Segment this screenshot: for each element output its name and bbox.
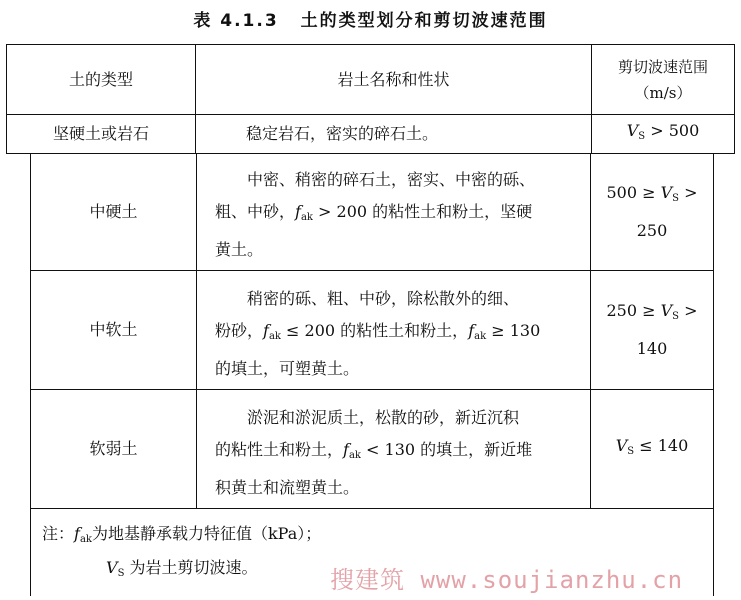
table-caption: 土的类型划分和剪切波速范围 xyxy=(300,11,548,31)
row4-type xyxy=(30,389,197,509)
header-soil-description xyxy=(195,44,592,115)
row2-range-text: $500 \ge V_S > 250$ xyxy=(606,183,698,240)
header-soil-type-label: 土的类型 xyxy=(68,69,133,89)
note-prefix: 注： xyxy=(42,524,75,543)
row2-desc-line1: 中密、稍密的碎石土，密实、中密的砾、 xyxy=(247,170,536,189)
watermark-text: 搜建筑 www.soujianzhu.cn xyxy=(330,566,684,594)
row2-desc-line3: 黄土。 xyxy=(215,240,264,259)
note-line2: $V_S$ 为岩土剪切波速。 xyxy=(106,558,258,579)
row4-description xyxy=(196,389,591,509)
row3-desc-line3: 的填土，可塑黄土。 xyxy=(215,359,360,378)
row3-range xyxy=(590,270,714,390)
row4-desc-line1: 淤泥和淤泥质土，松散的砂，新近沉积 xyxy=(247,408,520,427)
row1-type-text: 坚硬土或岩石 xyxy=(52,124,149,143)
row4-desc-line3: 积黄土和流塑黄土。 xyxy=(215,478,360,497)
row2-type xyxy=(30,153,197,271)
table-title xyxy=(0,6,741,31)
row3-desc-line2: 粉砂，$f_{ak} \le 200$ 的粘性土和粉土，$f_{ak} \ge 130$ xyxy=(215,321,541,342)
header-soil-description-label: 岩土名称和性状 xyxy=(337,69,450,89)
row2-description xyxy=(196,153,591,271)
row3-type-text: 中软土 xyxy=(89,320,138,339)
header-range-line2: （m/s） xyxy=(634,83,692,102)
note-line1: 注：$f_{ak}$为地基静承载力特征值（kPa）； xyxy=(42,524,322,545)
row4-range xyxy=(590,389,714,509)
table-number: 表 4.1.3 xyxy=(193,11,279,31)
row1-type xyxy=(6,114,196,154)
row2-desc-line2: 粗、中砂，$f_{ak} > 200$ 的粘性土和粉土，坚硬 xyxy=(215,202,533,223)
row3-type xyxy=(30,270,197,390)
row4-range-text: $V_S \le 140$ xyxy=(615,436,689,457)
row3-description xyxy=(196,270,591,390)
row2-type-text: 中硬土 xyxy=(89,202,138,221)
header-range-line1: 剪切波速范围 xyxy=(617,57,708,76)
row3-desc-line1: 稍密的砾、粗、中砂，除松散外的细、 xyxy=(247,289,520,308)
row4-type-text: 软弱土 xyxy=(89,439,138,458)
header-shear-wave-range xyxy=(591,44,735,115)
row1-description xyxy=(195,114,592,154)
row1-range-text: $V_S > 500$ xyxy=(626,121,700,142)
row4-desc-line2: 的粘性土和粉土，$f_{ak} < 130$ 的填土，新近堆 xyxy=(215,440,533,461)
row1-range xyxy=(591,114,735,154)
header-soil-type xyxy=(6,44,196,115)
row2-range xyxy=(590,153,714,271)
row3-range-text: $250 \ge V_S > 140$ xyxy=(606,301,698,358)
row1-desc-line1: 稳定岩石，密实的碎石土。 xyxy=(246,124,439,143)
